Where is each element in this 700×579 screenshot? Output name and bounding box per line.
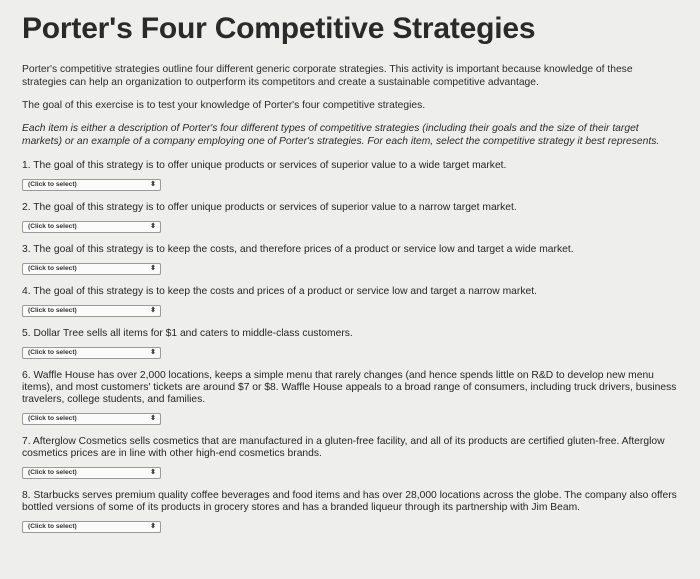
question-5	[22, 328, 680, 359]
question-6	[22, 370, 680, 425]
updown-arrow-icon: ⬍	[150, 349, 156, 356]
question-text: 7. Afterglow Cosmetics sells cosmetics that are manufactured in a gluten-free facility, and all of its products are certified gluten-free. Afterglow cosmetics prices are in line with other high-end cosmetics brands.	[22, 436, 665, 459]
question-text: 5. Dollar Tree sells all items for $1 and caters to middle-class customers.	[22, 328, 353, 339]
question-1	[22, 160, 680, 191]
select-placeholder: (Click to select)	[28, 307, 77, 314]
strategy-select-8[interactable]	[22, 521, 161, 533]
page-title: Porter's Four Competitive Strategies	[22, 12, 536, 45]
updown-arrow-icon: ⬍	[150, 307, 156, 314]
strategy-select-2[interactable]	[22, 221, 161, 233]
intro-paragraph: Porter's competitive strategies outline four different generic corporate strategies. This activity is important because knowledge of these strategies can help an organization to outperform its competitors and create a sustainable competitive advantage.	[22, 64, 633, 88]
strategy-select-3[interactable]	[22, 263, 161, 275]
question-text: 3. The goal of this strategy is to keep the costs, and therefore prices of a product or service low and target a wide market.	[22, 244, 574, 255]
select-placeholder: (Click to select)	[28, 415, 77, 422]
updown-arrow-icon: ⬍	[150, 265, 156, 272]
select-placeholder: (Click to select)	[28, 349, 77, 356]
question-8	[22, 490, 680, 533]
updown-arrow-icon: ⬍	[150, 223, 156, 230]
select-placeholder: (Click to select)	[28, 265, 77, 272]
question-text: 2. The goal of this strategy is to offer unique products or services of superior value to a narrow target market.	[22, 202, 517, 213]
strategy-select-5[interactable]	[22, 347, 161, 359]
select-placeholder: (Click to select)	[28, 223, 77, 230]
question-text: 1. The goal of this strategy is to offer unique products or services of superior value to a wide target market.	[22, 160, 507, 171]
strategy-select-1[interactable]	[22, 179, 161, 191]
question-text: 6. Waffle House has over 2,000 locations, keeps a simple menu that rarely changes (and hence spends little on R&D to develop new menu items), and most customers' tickets are around $7 or $8. Waffle House appeals to a broad range of consumers, including truck drivers, business travelers, college students, and families.	[22, 370, 677, 405]
question-2	[22, 202, 680, 233]
question-text: 4. The goal of this strategy is to keep the costs and prices of a product or service low and target a narrow market.	[22, 286, 537, 297]
question-4	[22, 286, 680, 317]
select-placeholder: (Click to select)	[28, 181, 77, 188]
instructions-paragraph: Each item is either a description of Porter's four different types of competitive strategies (including their goals and the size of their target markets) or an example of a company employing one of Porter's strategies. For each item, select the competitive strategy it best represents.	[22, 123, 660, 147]
updown-arrow-icon: ⬍	[150, 415, 156, 422]
updown-arrow-icon: ⬍	[150, 181, 156, 188]
goal-paragraph: The goal of this exercise is to test your knowledge of Porter's four competitive strategies.	[22, 100, 426, 111]
question-3	[22, 244, 680, 275]
select-placeholder: (Click to select)	[28, 523, 77, 530]
strategy-select-7[interactable]	[22, 467, 161, 479]
question-7	[22, 436, 680, 479]
select-placeholder: (Click to select)	[28, 469, 77, 476]
strategy-select-6[interactable]	[22, 413, 161, 425]
updown-arrow-icon: ⬍	[150, 469, 156, 476]
strategy-select-4[interactable]	[22, 305, 161, 317]
updown-arrow-icon: ⬍	[150, 523, 156, 530]
question-text: 8. Starbucks serves premium quality coffee beverages and food items and has over 28,000 locations across the globe. The company also offers bottled versions of some of its products in grocery stores and has a branded liqueur through its partnership with Jim Beam.	[22, 490, 677, 513]
